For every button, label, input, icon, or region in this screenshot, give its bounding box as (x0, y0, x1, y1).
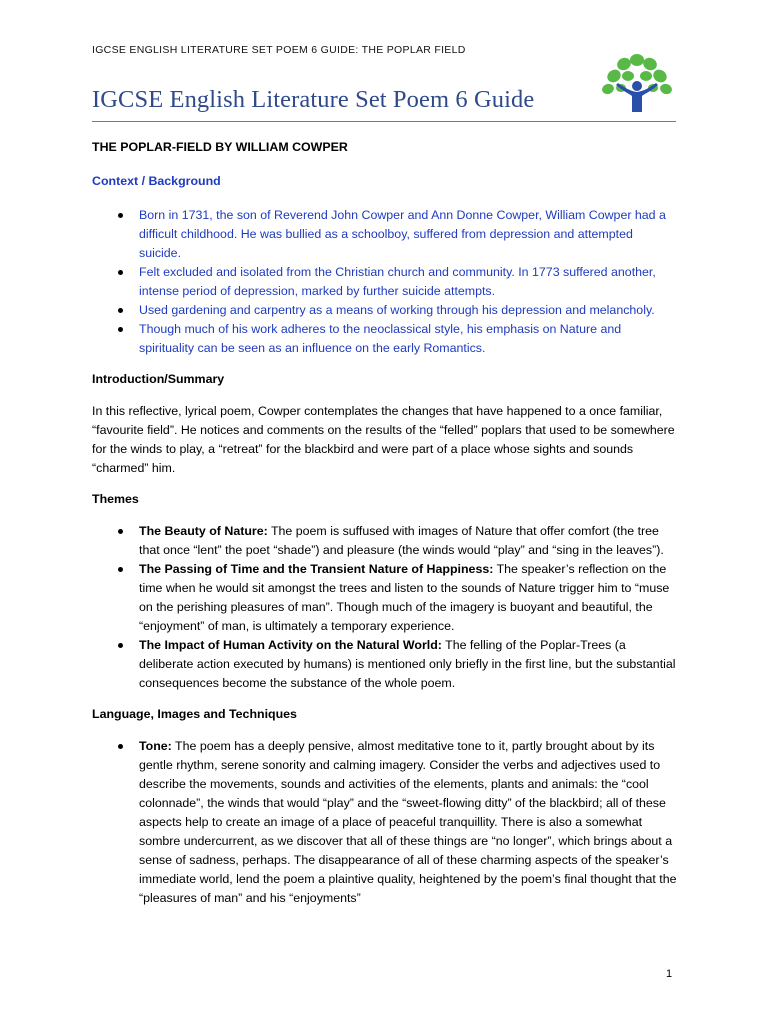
list-item: Born in 1731, the son of Reverend John Cowper and Ann Donne Cowper, William Cowper had a difficult childhood. He was bullied as a schoolboy, suffered from depression and attempted suicide. (92, 206, 678, 263)
technique-label: Tone: (139, 739, 172, 753)
theme-text: The speaker’s reflection on the time when he would sit amongst the trees and listen to the sounds of Nature trigger him to “muse on the perishing pleasures of man”. Though much of the imagery is buoyant and beautiful, the “enjoyment” of man, is ultimately a temporary experience. (139, 562, 670, 633)
list-item (92, 737, 678, 908)
list-item: Used gardening and carpentry as a means of working through his depression and melancholy. (92, 301, 678, 320)
themes-list (92, 522, 678, 693)
intro-paragraph: In this reflective, lyrical poem, Cowper contemplates the changes that have happened to a once familiar, “favourite field”. He notices and comments on the results of the “felled” poplars that used to be somewhere for the winds to play, a “retreat” for the blackbird and were part of a place whose sights and sounds “charmed” him. (92, 404, 675, 475)
running-header: IGCSE ENGLISH LITERATURE SET POEM 6 GUIDE: THE POPLAR FIELD (92, 44, 466, 56)
themes-heading: Themes (92, 492, 139, 506)
theme-label: The Passing of Time and the Transient Nature of Happiness: (139, 562, 494, 576)
technique-text: The poem has a deeply pensive, almost meditative tone to it, partly brought about by its gentle rhythm, serene sonority and calming imagery. Consider the verbs and adjectives used to describe the movements, sounds and activities of the elements, plants and animals: the “cool colonnade”, the winds that would “play” and the “sweet-flowing ditty” of the blackbird; all of these aspects help to create an image of a place of peaceful tranquillity. There is also a somewhat sombre undercurrent, as we discover that all of these things are “no longer”, which brings about a sense of sadness, perhaps. The disappearance of all of these charming aspects of the speaker’s immediate world, lend the poem a plaintive quality, heightened by the poem’s final thought that the “pleasures of man” and his “enjoyments” (139, 739, 677, 905)
tree-person-logo-icon (602, 52, 672, 118)
list-item: Felt excluded and isolated from the Christian church and community. In 1773 suffered another, intense period of depression, marked by further suicide attempts. (92, 263, 678, 301)
title-divider (92, 121, 676, 122)
theme-text: The felling of the Poplar-Trees (a deliberate action executed by humans) is mentioned only briefly in the first line, but the substantial consequences become the substance of the whole poem. (139, 638, 676, 690)
intro-heading: Introduction/Summary (92, 372, 225, 386)
list-item (92, 560, 678, 636)
document-body (92, 138, 678, 920)
theme-text: The poem is suffused with images of Nature that offer comfort (the tree that once “lent” the poet “shade”) and pleasure (the winds would “play” and “sing in the leaves”). (139, 524, 664, 557)
theme-label: The Beauty of Nature: (139, 524, 268, 538)
language-list (92, 737, 678, 908)
document-title: IGCSE English Literature Set Poem 6 Guide (92, 86, 535, 113)
poem-subtitle: THE POPLAR-FIELD BY WILLIAM COWPER (92, 140, 348, 154)
list-item (92, 636, 678, 693)
list-item (92, 522, 678, 560)
language-heading: Language, Images and Techniques (92, 707, 297, 721)
theme-label: The Impact of Human Activity on the Natural World: (139, 638, 442, 652)
context-list (92, 206, 678, 358)
context-heading: Context / Background (92, 174, 221, 188)
list-item: Though much of his work adheres to the neoclassical style, his emphasis on Nature and spirituality can be seen as an influence on the early Romantics. (92, 320, 678, 358)
page-number: 1 (666, 968, 673, 980)
